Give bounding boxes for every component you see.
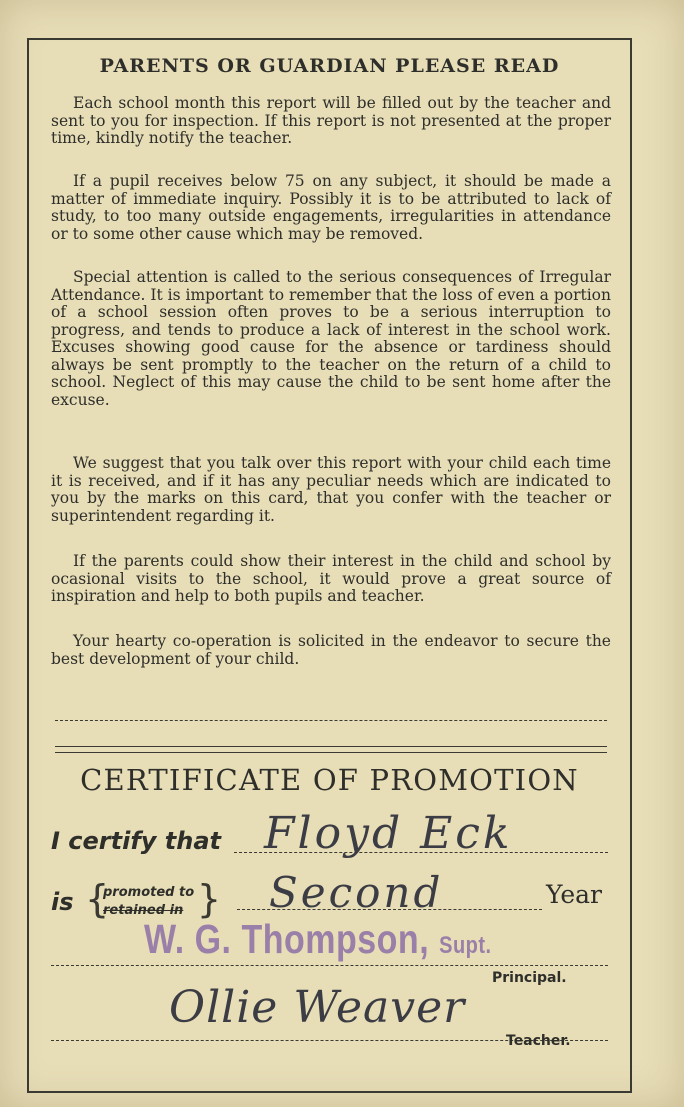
notice-paragraph: We suggest that you talk over this report with your child each time it is received, and if it has any peculiar needs which are indicated to you by the marks on this card, that you confer with the teacher or superintendent regarding it. bbox=[51, 454, 611, 525]
certify-label: I certify that bbox=[51, 827, 221, 855]
option-promoted: promoted to bbox=[103, 885, 195, 900]
section-divider bbox=[55, 746, 607, 747]
certificate-title: CERTIFICATE OF PROMOTION bbox=[80, 763, 579, 797]
notice-heading: PARENTS OR GUARDIAN PLEASE READ bbox=[99, 55, 560, 77]
student-name-handwritten: Floyd Eck bbox=[264, 808, 513, 859]
notice-paragraph: Your hearty co-operation is solicited in the endeavor to secure the best development of your child. bbox=[51, 632, 611, 668]
grade-handwritten: Second bbox=[269, 868, 444, 917]
notice-paragraph: Each school month this report will be filled out by the teacher and sent to you for inspection. If this report is not presented at the proper time, kindly notify the teacher. bbox=[51, 94, 611, 147]
option-retained-struck: retained in bbox=[103, 903, 184, 918]
signature-dashed-line bbox=[55, 720, 607, 721]
notice-paragraph: If the parents could show their interest in the child and school by ocasional visits to the school, it would prove a great source of inspiration and help to both pupils and teacher. bbox=[51, 552, 611, 605]
teacher-signature: Ollie Weaver bbox=[169, 982, 466, 1033]
principal-label: Principal. bbox=[492, 970, 567, 986]
card-border bbox=[27, 38, 632, 1093]
left-brace: { bbox=[85, 877, 110, 921]
notice-paragraph: Special attention is called to the serious consequences of Irregular Attendance. It is important to remember that the loss of even a portion of a school session often proves to be a serious interruption to progress, and tends to produce a lack of interest in the school work. Excuses showing good cause for the absence or tardiness should always be sent promptly to the teacher on the return of a child to school. Neglect of this may cause the child to be sent home after the excuse. bbox=[51, 268, 611, 409]
section-divider bbox=[55, 752, 607, 753]
grade-blank bbox=[237, 909, 542, 910]
right-brace: } bbox=[196, 877, 221, 921]
student-name-blank bbox=[234, 852, 608, 853]
stamp-suffix: Supt. bbox=[439, 932, 492, 959]
superintendent-stamp bbox=[144, 917, 492, 964]
promotion-choice bbox=[85, 877, 221, 921]
notice-paragraph: If a pupil receives below 75 on any subject, it should be made a matter of immediate inquiry. Possibly it is to be attributed to lack of study, to too many outside engagements, irregularities in attendance or to some other cause which may be removed. bbox=[51, 172, 611, 243]
year-label: Year bbox=[546, 880, 602, 909]
teacher-label: Teacher. bbox=[506, 1033, 571, 1049]
stamp-name: W. G. Thompson, bbox=[144, 917, 430, 963]
is-label: is bbox=[51, 888, 74, 916]
principal-signature-line bbox=[51, 965, 608, 966]
